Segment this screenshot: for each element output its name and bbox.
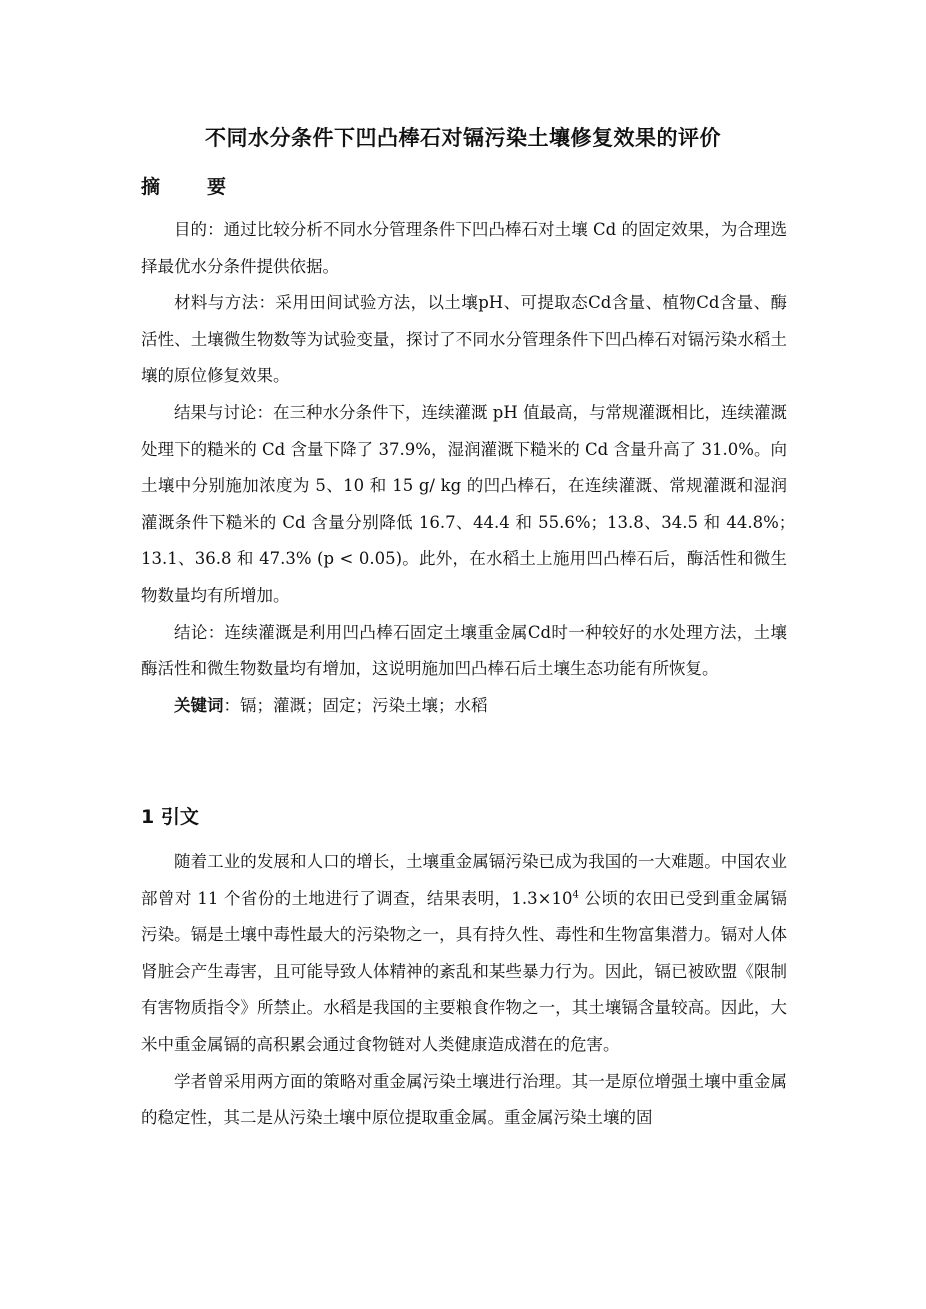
- keywords-line: [141, 688, 787, 725]
- introduction-body: [141, 844, 787, 1137]
- abstract-body: [141, 212, 804, 724]
- intro-paragraph-2: 学者曾采用两方面的策略对重金属污染土壤进行治理。其一是原位增强土壤中重金属的稳定性，其二是从污染土壤中原位提取重金属。重金属污染土壤的固: [141, 1071, 787, 1128]
- paper-title: 不同水分条件下凹凸棒石对镉污染土壤修复效果的评价: [205, 126, 721, 150]
- intro-p1-text-b: 公顷的农田已受到重金属镉污染。镉是土壤中毒性最大的污染物之一，具有持久性、毒性和生物富集潜力。镉对人体肾脏会产生毒害，且可能导致人体精神的紊乱和某些暴力行为。因此，镉已被欧盟《限制有害物质指令》所禁止。水稻是我国的主要粮食作物之一，其土壤镉含量较高。因此，大米中重金属镉的高积累会通过食物链对人类健康造成潜在的危害。: [141, 888, 788, 1054]
- keywords-list: ：镉；灌溉；固定；污染土壤；水稻: [223, 695, 488, 715]
- intro-p1-text-a: 随着工业的发展和人口的增长，土壤重金属镉污染已成为我国的一大难题。中国农业部曾对 11 个省份的土地进行了调查，结果表明，1.3×10: [141, 852, 787, 908]
- abstract-results: 结果与讨论：在三种水分条件下，连续灌溉 pH 值最高，与常规灌溉相比，连续灌溉处理下的糙米的 Cd 含量下降了 37.9%，湿润灌溉下糙米的 Cd 含量升高了 31.0%。向土壤中分别施加浓度为 5、10 和 15 g/ kg 的凹凸棒石，在连续灌溉、常规灌溉和湿润灌溉条件下糙米的 Cd 含量分别降低 16.7、44.4 和 55.6%；13.8、34.5 和 44.8%； 13.1、36.8 和 47.3% (p < 0.05)。此外，在水稻土上施用凹凸棒石后，酶活性和微生物数量均有所增加。: [141, 402, 804, 605]
- intro-paragraph-1: [141, 844, 787, 1064]
- abstract-methods: 材料与方法：采用田间试验方法，以土壤pH、可提取态Cd含量、植物Cd含量、酶活性、土壤微生物数等为试验变量，探讨了不同水分管理条件下凹凸棒石对镉污染水稻土壤的原位修复效果。: [141, 293, 787, 386]
- exponent: 4: [572, 889, 579, 901]
- abstract-objective: 目的：通过比较分析不同水分管理条件下凹凸棒石对土壤 Cd 的固定效果，为合理选择最优水分条件提供依据。: [141, 220, 787, 276]
- abstract-heading: 摘 要: [141, 176, 241, 198]
- section-1-heading: 1 引文: [141, 806, 199, 828]
- keywords-label: 关键词: [174, 695, 224, 715]
- abstract-conclusion: 结论：连续灌溉是利用凹凸棒石固定土壤重金属Cd时一种较好的水处理方法，土壤酶活性和微生物数量均有增加，这说明施加凹凸棒石后土壤生态功能有所恢复。: [141, 622, 787, 679]
